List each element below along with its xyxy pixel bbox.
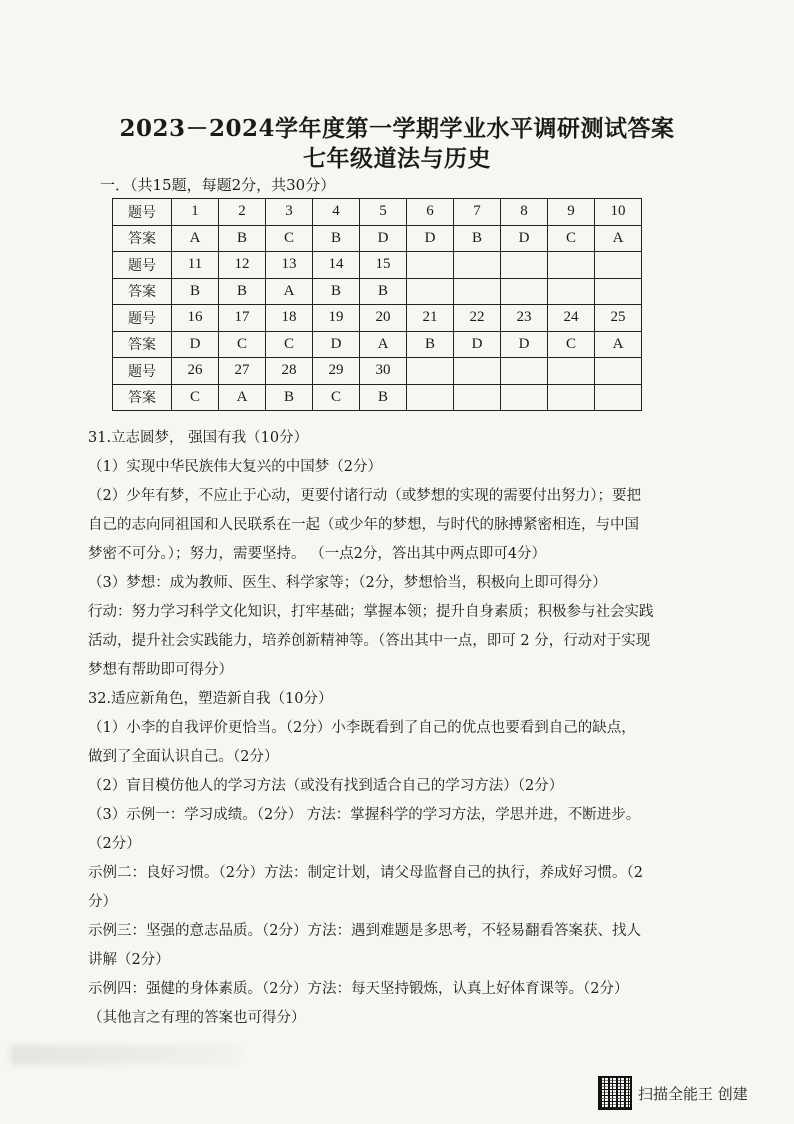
table-cell: B bbox=[454, 225, 501, 252]
table-cell: 28 bbox=[266, 358, 313, 385]
table-cell: B bbox=[219, 278, 266, 305]
scan-smudge bbox=[10, 1045, 240, 1065]
text-line: 示例四：强健的身体素质。（2分）方法：每天坚持锻炼，认真上好体育课等。（2分） bbox=[88, 981, 629, 997]
table-cell: C bbox=[313, 384, 360, 411]
table-cell: A bbox=[595, 331, 642, 358]
table-cell: A bbox=[219, 384, 266, 411]
table-cell: 20 bbox=[360, 305, 407, 332]
text-line: 示例二：良好习惯。（2分）方法：制定计划，请父母监督自己的执行，养成好习惯。（2 bbox=[88, 865, 643, 881]
text-line: 行动：努力学习科学文化知识，打牢基础；掌握本领；提升自身素质；积极参与社会实践 bbox=[88, 604, 654, 620]
answer-table bbox=[112, 198, 642, 411]
table-row bbox=[113, 252, 642, 279]
table-cell: 8 bbox=[501, 199, 548, 226]
table-cell bbox=[407, 278, 454, 305]
table-cell: B bbox=[266, 384, 313, 411]
watermark-text: 扫描全能王 创建 bbox=[638, 1084, 748, 1103]
table-cell: 23 bbox=[501, 305, 548, 332]
table-cell bbox=[501, 384, 548, 411]
table-cell: D bbox=[501, 225, 548, 252]
table-row bbox=[113, 305, 642, 332]
row-header-cell: 题号 bbox=[113, 305, 172, 332]
table-row bbox=[113, 225, 642, 252]
table-cell bbox=[407, 358, 454, 385]
row-header-cell: 答案 bbox=[113, 331, 172, 358]
section-heading: 一．（共15题，每题2分，共30分） bbox=[100, 176, 336, 194]
page-title: 2023－2024学年度第一学期学业水平调研测试答案 bbox=[119, 115, 675, 142]
table-cell: 19 bbox=[313, 305, 360, 332]
table-cell: 22 bbox=[454, 305, 501, 332]
row-header-cell: 题号 bbox=[113, 199, 172, 226]
scanner-watermark bbox=[598, 1075, 748, 1111]
table-cell: 9 bbox=[548, 199, 595, 226]
table-cell: D bbox=[313, 331, 360, 358]
table-cell bbox=[454, 278, 501, 305]
table-cell: B bbox=[313, 278, 360, 305]
table-cell bbox=[595, 384, 642, 411]
table-cell: 30 bbox=[360, 358, 407, 385]
table-cell: 2 bbox=[219, 199, 266, 226]
table-cell bbox=[501, 358, 548, 385]
table-cell: C bbox=[266, 225, 313, 252]
table-cell: B bbox=[360, 384, 407, 411]
table-cell: A bbox=[172, 225, 219, 252]
row-header-cell: 答案 bbox=[113, 278, 172, 305]
row-header-cell: 题号 bbox=[113, 358, 172, 385]
row-header-cell: 答案 bbox=[113, 384, 172, 411]
row-header-cell: 答案 bbox=[113, 225, 172, 252]
table-cell: C bbox=[548, 225, 595, 252]
table-cell: 10 bbox=[595, 199, 642, 226]
table-cell: A bbox=[266, 278, 313, 305]
table-cell: D bbox=[501, 331, 548, 358]
text-line: （1）实现中华民族伟大复兴的中国梦（2分） bbox=[88, 459, 382, 475]
table-cell bbox=[595, 358, 642, 385]
table-cell: 6 bbox=[407, 199, 454, 226]
table-cell bbox=[595, 278, 642, 305]
table-cell bbox=[407, 252, 454, 279]
table-cell: 16 bbox=[172, 305, 219, 332]
text-line: 梦想有帮助即可得分） bbox=[88, 662, 233, 678]
table-cell: 11 bbox=[172, 252, 219, 279]
table-cell bbox=[548, 358, 595, 385]
table-cell: A bbox=[360, 331, 407, 358]
table-cell: D bbox=[172, 331, 219, 358]
text-line: 31.立志圆梦， 强国有我（10分） bbox=[88, 430, 309, 446]
table-cell bbox=[501, 278, 548, 305]
table-cell bbox=[595, 252, 642, 279]
table-cell: 29 bbox=[313, 358, 360, 385]
table-cell: 5 bbox=[360, 199, 407, 226]
table-cell bbox=[548, 252, 595, 279]
text-line: （其他言之有理的答案也可得分） bbox=[88, 1010, 306, 1026]
table-cell: 21 bbox=[407, 305, 454, 332]
table-cell bbox=[407, 384, 454, 411]
table-cell: B bbox=[313, 225, 360, 252]
table-cell: 26 bbox=[172, 358, 219, 385]
text-line: 梦密不可分。）；努力，需要坚持。 （一点2分，答出其中两点即可4分） bbox=[88, 546, 547, 562]
table-cell: 12 bbox=[219, 252, 266, 279]
text-line: 分） bbox=[88, 894, 117, 910]
table-row bbox=[113, 278, 642, 305]
table-cell: C bbox=[266, 331, 313, 358]
table-cell bbox=[454, 358, 501, 385]
text-line: （2）少年有梦，不应止于心动，更要付诸行动（或梦想的实现的需要付出努力）；要把 bbox=[88, 488, 641, 504]
table-cell bbox=[548, 384, 595, 411]
text-line: 做到了全面认识自己。（2分） bbox=[88, 749, 279, 765]
table-cell: D bbox=[407, 225, 454, 252]
text-line: 活动，提升社会实践能力，培养创新精神等。（答出其中一点，即可 2 分，行动对于实现 bbox=[88, 633, 651, 649]
answer-explanations bbox=[88, 424, 688, 1033]
table-cell bbox=[454, 252, 501, 279]
table-cell: 27 bbox=[219, 358, 266, 385]
text-line: 示例三：坚强的意志品质。（2分）方法：遇到难题是多思考，不轻易翻看答案获、找人 bbox=[88, 923, 641, 939]
table-cell: A bbox=[595, 225, 642, 252]
qr-code-icon bbox=[598, 1076, 632, 1110]
text-line: （2分） bbox=[88, 836, 141, 852]
table-cell: C bbox=[172, 384, 219, 411]
table-cell: B bbox=[407, 331, 454, 358]
table-cell: D bbox=[454, 331, 501, 358]
table-cell: 15 bbox=[360, 252, 407, 279]
table-cell: 4 bbox=[313, 199, 360, 226]
table-cell: B bbox=[360, 278, 407, 305]
table-cell: 25 bbox=[595, 305, 642, 332]
text-line: （3）梦想：成为教师、医生、科学家等；（2分，梦想恰当，积极向上即可得分） bbox=[88, 575, 607, 591]
text-line: （1）小李的自我评价更恰当。（2分）小李既看到了自己的优点也要看到自己的缺点， bbox=[88, 720, 636, 736]
table-cell: B bbox=[219, 225, 266, 252]
table-cell: 13 bbox=[266, 252, 313, 279]
table-cell bbox=[454, 384, 501, 411]
row-header-cell: 题号 bbox=[113, 252, 172, 279]
table-cell bbox=[548, 278, 595, 305]
table-cell: B bbox=[172, 278, 219, 305]
table-cell: 18 bbox=[266, 305, 313, 332]
text-line: 讲解（2分） bbox=[88, 952, 170, 968]
table-cell: C bbox=[548, 331, 595, 358]
table-row bbox=[113, 331, 642, 358]
page-subtitle: 七年级道法与历史 bbox=[303, 145, 491, 172]
table-row bbox=[113, 358, 642, 385]
table-cell: 1 bbox=[172, 199, 219, 226]
table-cell bbox=[501, 252, 548, 279]
text-line: （3）示例一：学习成绩。（2分） 方法：掌握科学的学习方法，学思并进，不断进步。 bbox=[88, 807, 641, 823]
table-row bbox=[113, 384, 642, 411]
table-cell: 7 bbox=[454, 199, 501, 226]
table-row bbox=[113, 199, 642, 226]
table-cell: C bbox=[219, 331, 266, 358]
table-cell: 3 bbox=[266, 199, 313, 226]
table-cell: 24 bbox=[548, 305, 595, 332]
text-line: （2）盲目模仿他人的学习方法（或没有找到适合自己的学习方法）（2分） bbox=[88, 778, 564, 794]
text-line: 32.适应新角色，塑造新自我（10分） bbox=[88, 691, 333, 707]
table-cell: 14 bbox=[313, 252, 360, 279]
table-cell: D bbox=[360, 225, 407, 252]
table-cell: 17 bbox=[219, 305, 266, 332]
text-line: 自己的志向同祖国和人民联系在一起（或少年的梦想，与时代的脉搏紧密相连，与中国 bbox=[88, 517, 639, 533]
